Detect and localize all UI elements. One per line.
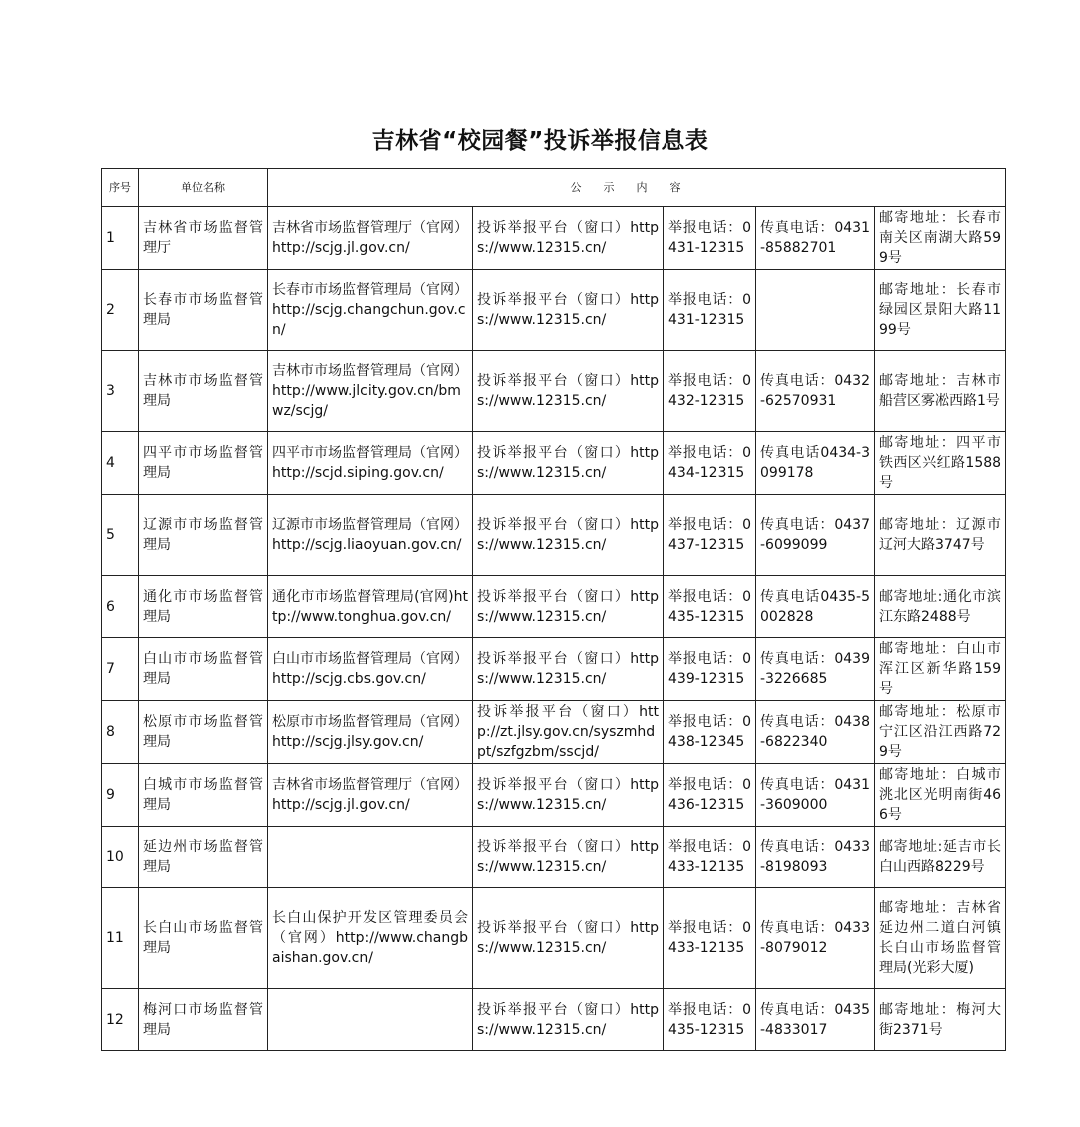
header-seq: 序号 <box>102 169 139 207</box>
table-row <box>102 432 1006 495</box>
cell-platform: 投诉举报平台（窗口）https://www.12315.cn/ <box>473 495 664 576</box>
cell-address: 邮寄地址：长春市绿园区景阳大路1199号 <box>875 270 1006 351</box>
header-unit: 单位名称 <box>139 169 268 207</box>
cell-site <box>268 989 473 1051</box>
cell-phone: 举报电话：0432-12315 <box>664 351 756 432</box>
table-row <box>102 638 1006 701</box>
cell-unit: 梅河口市场监督管理局 <box>139 989 268 1051</box>
table-row <box>102 989 1006 1051</box>
cell-fax: 传真电话：0431-85882701 <box>756 207 875 270</box>
cell-fax: 传真电话：0433-8079012 <box>756 888 875 989</box>
cell-phone: 举报电话：0435-12315 <box>664 989 756 1051</box>
cell-fax: 传真电话0434-3099178 <box>756 432 875 495</box>
cell-seq: 2 <box>102 270 139 351</box>
cell-unit: 通化市市场监督管理局 <box>139 576 268 638</box>
cell-platform: 投诉举报平台（窗口）https://www.12315.cn/ <box>473 989 664 1051</box>
cell-seq: 3 <box>102 351 139 432</box>
table-row <box>102 270 1006 351</box>
cell-phone: 举报电话：0435-12315 <box>664 576 756 638</box>
cell-seq: 9 <box>102 764 139 827</box>
cell-address: 邮寄地址:通化市滨江东路2488号 <box>875 576 1006 638</box>
cell-platform: 投诉举报平台（窗口）https://www.12315.cn/ <box>473 827 664 888</box>
complaint-info-table <box>101 168 1006 1051</box>
cell-fax: 传真电话：0439-3226685 <box>756 638 875 701</box>
cell-phone: 举报电话：0437-12315 <box>664 495 756 576</box>
cell-site: 吉林市市场监督管理局（官网）http://www.jlcity.gov.cn/bmwz/scjg/ <box>268 351 473 432</box>
cell-seq: 1 <box>102 207 139 270</box>
cell-seq: 5 <box>102 495 139 576</box>
cell-seq: 4 <box>102 432 139 495</box>
cell-platform: 投诉举报平台（窗口）https://www.12315.cn/ <box>473 270 664 351</box>
cell-site: 吉林省市场监督管理厅（官网）http://scjg.jl.gov.cn/ <box>268 207 473 270</box>
cell-seq: 10 <box>102 827 139 888</box>
cell-fax: 传真电话：0433-8198093 <box>756 827 875 888</box>
cell-address: 邮寄地址：松原市宁江区沿江西路729号 <box>875 701 1006 764</box>
cell-site: 松原市市场监督管理局（官网）http://scjg.jlsy.gov.cn/ <box>268 701 473 764</box>
cell-site: 四平市市场监督管理局（官网）http://scjd.siping.gov.cn/ <box>268 432 473 495</box>
table-row <box>102 827 1006 888</box>
cell-phone: 举报电话：0433-12135 <box>664 888 756 989</box>
table-row <box>102 207 1006 270</box>
cell-unit: 白城市市场监督管理局 <box>139 764 268 827</box>
cell-platform: 投诉举报平台（窗口）https://www.12315.cn/ <box>473 576 664 638</box>
document-title: 吉林省“校园餐”投诉举报信息表 <box>371 128 709 154</box>
cell-address: 邮寄地址：四平市铁西区兴红路1588号 <box>875 432 1006 495</box>
cell-site: 长白山保护开发区管理委员会（官网）http://www.changbaishan.gov.cn/ <box>268 888 473 989</box>
cell-platform: 投诉举报平台（窗口）https://www.12315.cn/ <box>473 207 664 270</box>
cell-platform: 投诉举报平台（窗口）https://www.12315.cn/ <box>473 638 664 701</box>
table-row <box>102 351 1006 432</box>
cell-address: 邮寄地址：白城市洮北区光明南街466号 <box>875 764 1006 827</box>
cell-unit: 四平市市场监督管理局 <box>139 432 268 495</box>
cell-phone: 举报电话：0439-12315 <box>664 638 756 701</box>
cell-unit: 长春市市场监督管理局 <box>139 270 268 351</box>
cell-address: 邮寄地址：梅河大街2371号 <box>875 989 1006 1051</box>
cell-unit: 吉林市市场监督管理局 <box>139 351 268 432</box>
table-row <box>102 764 1006 827</box>
cell-site: 长春市市场监督管理局（官网）http://scjg.changchun.gov.cn/ <box>268 270 473 351</box>
cell-site: 吉林省市场监督管理厅（官网）http://scjg.jl.gov.cn/ <box>268 764 473 827</box>
cell-address: 邮寄地址：吉林省延边州二道白河镇长白山市场监督管理局(光彩大厦) <box>875 888 1006 989</box>
cell-unit: 延边州市场监督管理局 <box>139 827 268 888</box>
cell-address: 邮寄地址：白山市浑江区新华路159号 <box>875 638 1006 701</box>
cell-fax: 传真电话：0438-6822340 <box>756 701 875 764</box>
cell-seq: 7 <box>102 638 139 701</box>
cell-address: 邮寄地址:延吉市长白山西路8229号 <box>875 827 1006 888</box>
cell-seq: 8 <box>102 701 139 764</box>
cell-site: 通化市市场监督管理局(官网)http://www.tonghua.gov.cn/ <box>268 576 473 638</box>
cell-phone: 举报电话：0431-12315 <box>664 270 756 351</box>
header-content: 公示内容 <box>268 169 1006 207</box>
cell-platform: 投诉举报平台（窗口）https://www.12315.cn/ <box>473 764 664 827</box>
cell-site: 白山市市场监督管理局（官网）http://scjg.cbs.gov.cn/ <box>268 638 473 701</box>
cell-phone: 举报电话：0436-12315 <box>664 764 756 827</box>
cell-platform: 投诉举报平台（窗口）http://zt.jlsy.gov.cn/syszmhdpt/szfgzbm/sscjd/ <box>473 701 664 764</box>
cell-seq: 6 <box>102 576 139 638</box>
cell-phone: 举报电话：0438-12345 <box>664 701 756 764</box>
cell-phone: 举报电话：0431-12315 <box>664 207 756 270</box>
table-row <box>102 888 1006 989</box>
cell-phone: 举报电话：0434-12315 <box>664 432 756 495</box>
cell-fax: 传真电话：0437-6099099 <box>756 495 875 576</box>
cell-site: 辽源市市场监督管理局（官网）http://scjg.liaoyuan.gov.cn/ <box>268 495 473 576</box>
cell-address: 邮寄地址：长春市南关区南湖大路599号 <box>875 207 1006 270</box>
table-row <box>102 576 1006 638</box>
cell-fax: 传真电话0435-5002828 <box>756 576 875 638</box>
cell-phone: 举报电话：0433-12135 <box>664 827 756 888</box>
cell-unit: 白山市市场监督管理局 <box>139 638 268 701</box>
cell-address: 邮寄地址：吉林市船营区雾凇西路1号 <box>875 351 1006 432</box>
cell-site <box>268 827 473 888</box>
cell-seq: 12 <box>102 989 139 1051</box>
table-row <box>102 495 1006 576</box>
cell-unit: 辽源市市场监督管理局 <box>139 495 268 576</box>
cell-platform: 投诉举报平台（窗口）https://www.12315.cn/ <box>473 888 664 989</box>
cell-seq: 11 <box>102 888 139 989</box>
cell-fax: 传真电话：0435-4833017 <box>756 989 875 1051</box>
cell-unit: 松原市市场监督管理局 <box>139 701 268 764</box>
table-row <box>102 701 1006 764</box>
cell-fax: 传真电话：0432-62570931 <box>756 351 875 432</box>
cell-fax <box>756 270 875 351</box>
cell-fax: 传真电话：0431-3609000 <box>756 764 875 827</box>
cell-platform: 投诉举报平台（窗口）https://www.12315.cn/ <box>473 351 664 432</box>
cell-platform: 投诉举报平台（窗口）https://www.12315.cn/ <box>473 432 664 495</box>
cell-address: 邮寄地址：辽源市辽河大路3747号 <box>875 495 1006 576</box>
cell-unit: 长白山市场监督管理局 <box>139 888 268 989</box>
cell-unit: 吉林省市场监督管理厅 <box>139 207 268 270</box>
table-header-row <box>102 169 1006 207</box>
